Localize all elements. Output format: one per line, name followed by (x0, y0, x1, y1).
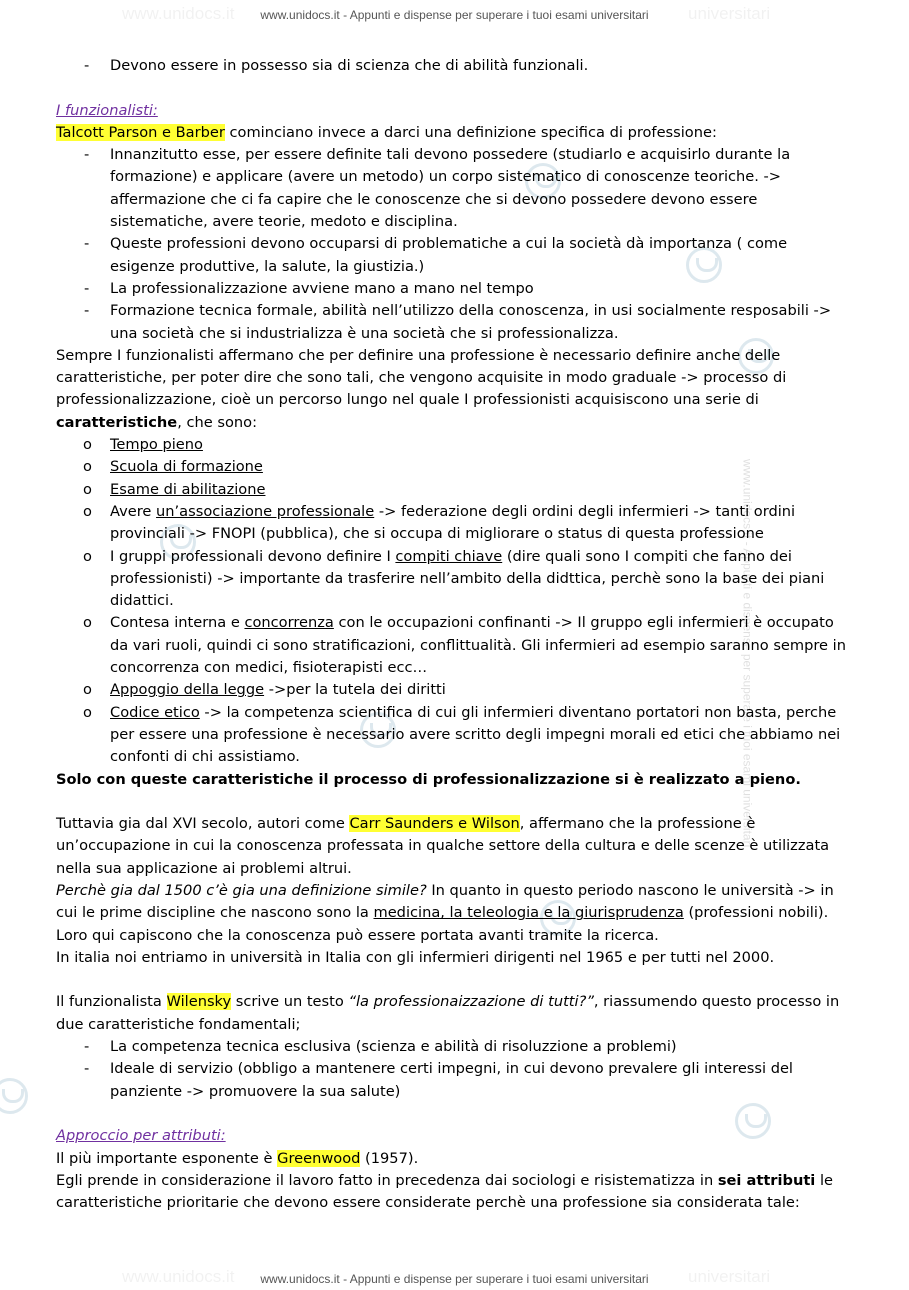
list-item: - Devono essere in possesso sia di scienza che di abilità funzionali. (56, 55, 856, 77)
side-watermark-right: www.unidocs.it - Appunti e dispense per superare i tuoi esami universitari (740, 459, 755, 848)
list-item: o Tempo pieno (56, 434, 856, 456)
paragraph: Il funzionalista Wilensky scrive un testo “la professionaizzazione di tutti?”, riassumendo questo processo in due caratteristiche fondamentali; (56, 993, 840, 1033)
paragraph: Perchè gia dal 1500 c’è gia una definizione simile? In quanto in questo periodo nascono le università -> in cui le prime discipline che nascono sono la medicina, la teleologia e la giurisprudenza (professioni nobili). (56, 881, 834, 922)
conclusion: Solo con queste caratteristiche il processo di professionalizzazione si è realizzato a pieno. (56, 770, 801, 788)
page-footer: www.unidocs.it - Appunti e dispense per superare i tuoi esami universitari (260, 1272, 649, 1286)
list-item: - Formazione tecnica formale, abilità nell’utilizzo della conoscenza, in usi socialmente resposabili -> una società che si industrializza è una società che si professionalizza. (56, 300, 856, 345)
paragraph: Loro qui capiscono che la conoscenza può essere portata avanti tramite la ricerca. (56, 926, 659, 944)
list-item: o Contesa interna e concorrenza con le occupazioni confinanti -> Il gruppo egli infermieri è occupato da vari ruoli, quindi ci sono stratificazioni, conflittualità. Gli infermieri ad esempio saranno sempre in concorrenza con medici, fisioterapisti ecc… (56, 612, 856, 679)
list-item: - Innanzitutto esse, per essere definite tali devono possedere (studiarlo e acquisirlo durante la formazione) e applicare (avere un metodo) un corpo sistematico di conoscenze teoriche. -> affermazione che ci fa capire che le conoscenze che si devono possedere devono essere sistematiche, avere teorie, medoto e disciplina. (56, 144, 856, 233)
highlighted-author: Wilensky (166, 993, 232, 1011)
section-title-funzionalisti: I funzionalisti: (56, 101, 158, 119)
watermark-logo-icon (0, 1078, 28, 1114)
list-item: - La competenza tecnica esclusiva (scienza e abilità di risoluzzione a problemi) (56, 1036, 856, 1058)
list-item: - Queste professioni devono occuparsi di problematiche a cui la società dà importanza ( come esigenze produttive, la salute, la giustizia.) (56, 233, 856, 278)
paragraph: Sempre I funzionalisti affermano che per definire una professione è necessario definire anche delle caratteristiche, per poter dire che sono tali, che vengono acquisite in modo graduale -> processo di professionalizzazione, cioè un percorso lungo nel quale I professionisti acquisiscono una serie di caratteristiche, che sono: (56, 346, 787, 431)
list-item: o Codice etico -> la competenza scientifica di cui gli infermieri diventano portatori non basta, perche per essere una professione è necessario avere scritto degli impegni morali ed etici che abbiamo nei confonti di chi assistiamo. (56, 702, 856, 769)
paragraph: Tuttavia gia dal XVI secolo, autori come Carr Saunders e Wilson, affermano che la professione è un’occupazione in cui la conoscenza professata in qualche settore della cultura e delle scenze è utilizzata nella sua applicazione ai problemi altrui. (56, 815, 830, 877)
list-item: o Esame di abilitazione (56, 479, 856, 501)
section-title-attributi: Approccio per attributi: (56, 1127, 226, 1145)
highlighted-author: Talcott Parson e Barber (56, 123, 225, 141)
paragraph: In italia noi entriamo in università in Italia con gli infermieri dirigenti nel 1965 e per tutti nel 2000. (56, 948, 775, 966)
highlighted-author: Greenwood (277, 1149, 361, 1167)
ghost-watermark-right: universitari (688, 1267, 771, 1286)
ghost-watermark-right: universitari (688, 4, 771, 23)
highlighted-author: Carr Saunders e Wilson (349, 815, 520, 833)
list-item: o Scuola di formazione (56, 456, 856, 478)
ghost-watermark-left: www.unidocs.it (122, 1267, 235, 1286)
paragraph: Il più importante esponente è Greenwood (1957). (56, 1149, 419, 1167)
document-body (56, 55, 856, 1214)
paragraph: Talcott Parson e Barber cominciano invece a darci una definizione specifica di professione: (56, 123, 717, 141)
paragraph: Egli prende in considerazione il lavoro fatto in precedenza dai sociologi e risistematizza in sei attributi le caratteristiche prioritarie che devono essere considerate perchè una professione sia considerata tale: (56, 1171, 833, 1212)
list-item: - Ideale di servizio (obbligo a mantenere certi impegni, in cui devono prevalere gli interessi del panziente -> promuovere la sua salute) (56, 1058, 856, 1103)
list-item: o Appoggio della legge ->per la tutela dei diritti (56, 679, 856, 701)
list-item: o Avere un’associazione professionale -> federazione degli ordini degli infermieri -> tanti ordini provinciali -> FNOPI (pubblica), che si occupa di migliorare o status di questa professione (56, 501, 856, 546)
list-item: - La professionalizzazione avviene mano a mano nel tempo (56, 278, 856, 300)
ghost-watermark-left: www.unidocs.it (122, 4, 235, 23)
list-item: o I gruppi professionali devono definire I compiti chiave (dire quali sono I compiti che fanno dei professionisti) -> importante da trasferire nell’ambito della didttica, perchè sono la base dei piani didattici. (56, 546, 856, 613)
page-header: www.unidocs.it - Appunti e dispense per superare i tuoi esami universitari (260, 8, 649, 22)
